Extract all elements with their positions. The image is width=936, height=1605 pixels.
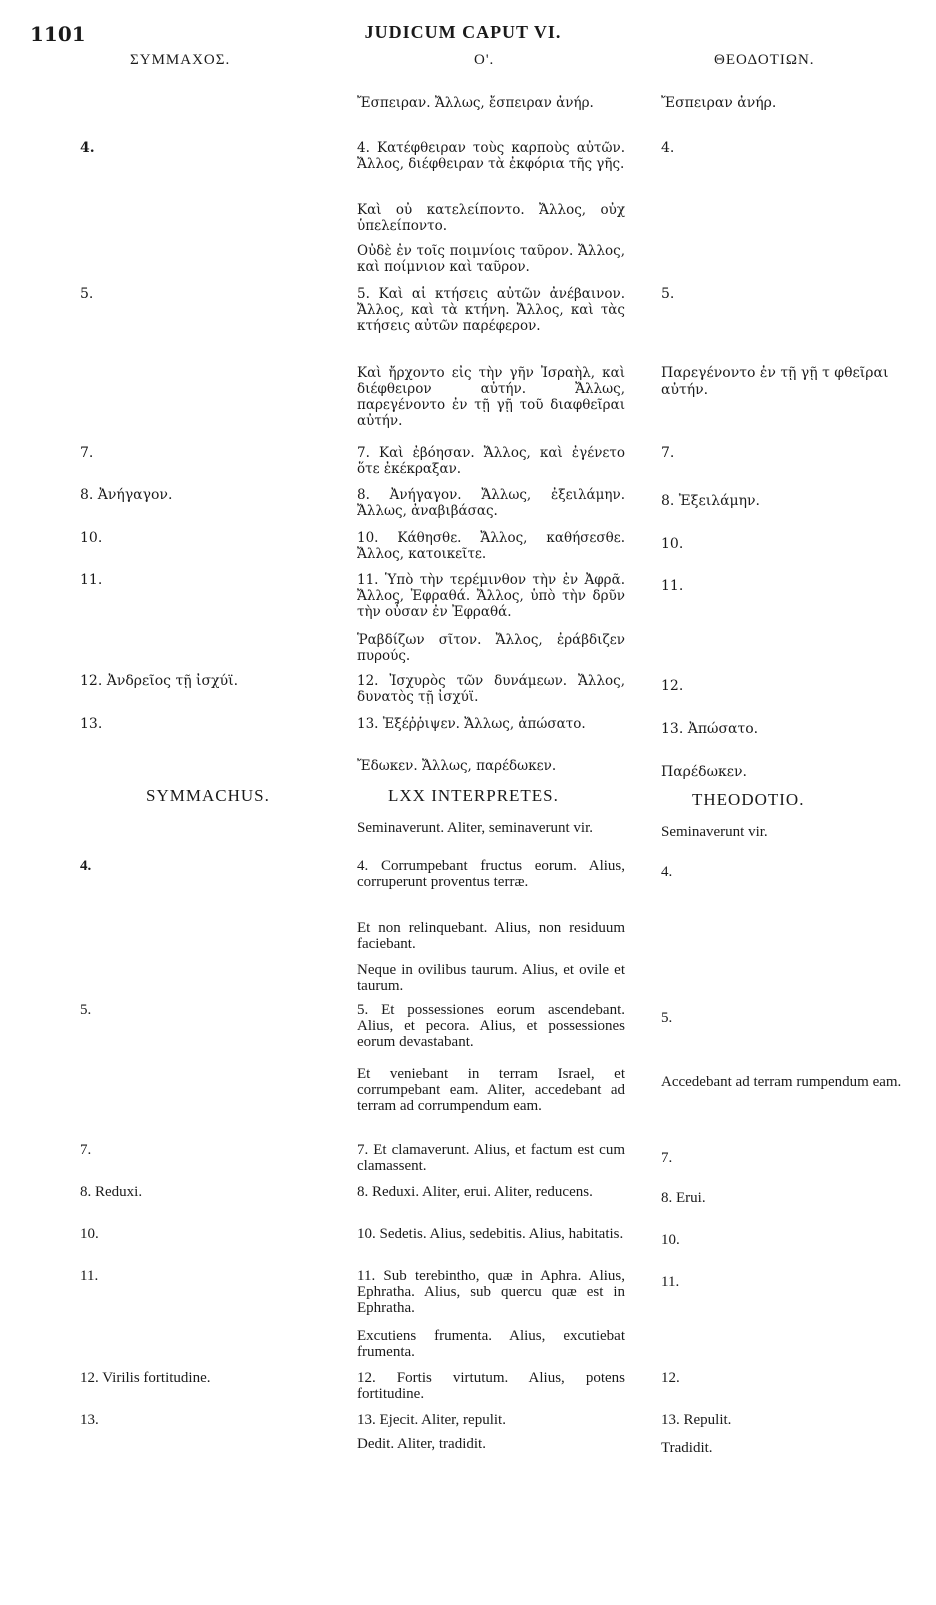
theodotion-cell: 7. (661, 1150, 673, 1166)
lxx-cell: Dedit. Aliter, tradidit. (357, 1436, 486, 1452)
page-header (30, 22, 896, 44)
running-title: JUDICUM CAPUT VI. (364, 22, 562, 42)
theodotion-cell: 5. (661, 1010, 673, 1026)
lxx-cell: Neque in ovilibus taurum. Alius, et ovile et taurum. (357, 962, 625, 994)
theodotion-cell: Seminaverunt vir. (661, 824, 768, 840)
theodotion-cell: 7. (661, 445, 675, 461)
lxx-cell: 7. Καὶ ἐβόησαν. Ἄλλος, καὶ ἐγένετο ὅτε ἐκέκραξαν. (357, 445, 625, 477)
theodotion-cell: 12. (661, 1370, 680, 1386)
lxx-cell: Et non relinquebant. Alius, non residuum faciebant. (357, 920, 625, 952)
theodotion-cell: 4. (661, 140, 675, 156)
theodotion-cell: 13. Repulit. (661, 1412, 732, 1428)
symmachus-cell: 11. (80, 1268, 99, 1284)
symmachus-cell: 8. Reduxi. (80, 1184, 143, 1200)
lxx-cell: Καὶ οὐ κατελείποντο. Ἄλλος, οὐχ ὑπελείποντο. (357, 202, 625, 234)
symmachus-cell: 13. (80, 1412, 99, 1428)
lxx-cell: Et veniebant in terram Israel, et corrumpebant eam. Aliter, accedebant ad terram ad corrumpendum eam. (357, 1066, 625, 1114)
lxx-cell: Seminaverunt. Aliter, seminaverunt vir. (357, 820, 594, 836)
greek-heading-symmachus: ΣΥΜΜΑΧΟΣ. (130, 52, 231, 68)
theodotion-cell: 11. (661, 578, 684, 594)
theodotion-cell: 12. (661, 678, 684, 694)
symmachus-cell: 4. (80, 858, 92, 874)
lxx-cell: 11. Ὑπὸ τὴν τερέμινθον τὴν ἐν Ἀφρᾶ. Ἄλλος, Ἐφραθά. Ἄλλος, ὑπὸ τὴν δρῦν τὴν οὖσαν ἐν Ἐφραθά. (357, 572, 625, 620)
theodotion-cell: Ἔσπειραν ἀνήρ. (661, 95, 777, 111)
lxx-cell: 10. Sedetis. Alius, sedebitis. Alius, habitatis. (357, 1226, 624, 1242)
lxx-cell: 11. Sub terebintho, quæ in Aphra. Alius, Ephratha. Alius, sub quercu quæ est in Ephratha. (357, 1268, 625, 1316)
lxx-cell: Καὶ ἤρχοντο εἰς τὴν γῆν Ἰσραὴλ, καὶ διέφθειρον αὐτήν. Ἄλλως, παρεγένοντο ἐν τῇ γῇ τοῦ διαφθεῖραι αὐτήν. (357, 365, 625, 429)
theodotion-cell: 13. Ἀπώσατο. (661, 721, 759, 737)
symmachus-cell: 7. (80, 445, 94, 461)
theodotion-cell: 5. (661, 286, 675, 302)
lxx-cell: 12. Ἰσχυρὸς τῶν δυνάμεων. Ἄλλος, δυνατὸς τῇ ἰσχύϊ. (357, 673, 625, 705)
theodotion-cell: Tradidit. (661, 1440, 713, 1456)
lxx-cell: 4. Κατέφθειραν τοὺς καρποὺς αὐτῶν. Ἄλλος, διέφθειραν τὰ ἐκφόρια τῆς γῆς. (357, 140, 625, 172)
symmachus-cell: 4. (80, 140, 95, 156)
page-number: 1101 (30, 22, 86, 46)
symmachus-cell: 10. (80, 530, 103, 546)
symmachus-cell: 11. (80, 572, 103, 588)
theodotion-cell: 8. Ἐξειλάμην. (661, 493, 760, 509)
lxx-cell: 12. Fortis virtutum. Alius, potens fortitudine. (357, 1370, 625, 1402)
symmachus-cell: 8. Ἀνήγαγον. (80, 487, 173, 503)
symmachus-cell: 13. (80, 716, 103, 732)
symmachus-cell: 5. (80, 286, 94, 302)
lxx-cell: Ῥαβδίζων σῖτον. Ἄλλος, ἐράβδιζεν πυρούς. (357, 632, 625, 664)
symmachus-cell: 12. Ἀνδρεῖος τῇ ἰσχύϊ. (80, 673, 239, 689)
symmachus-cell: 7. (80, 1142, 92, 1158)
lxx-cell: 5. Et possessiones eorum ascendebant. Alius, et pecora. Alius, et possessiones eorum devastabant. (357, 1002, 625, 1050)
greek-heading-theodotion: ΘΕΟΔΟΤΙΩΝ. (714, 52, 815, 68)
lxx-cell: 13. Ἐξέῤῥιψεν. Ἄλλως, ἀπώσατο. (357, 716, 586, 732)
latin-heading-theodotio: THEODOTIO. (692, 790, 805, 809)
lxx-cell: 5. Καὶ αἱ κτήσεις αὐτῶν ἀνέβαινον. Ἄλλος, καὶ τὰ κτήνη. Ἄλλος, καὶ τὰς κτήσεις αὐτῶν παρέφερον. (357, 286, 625, 334)
lxx-cell: 4. Corrumpebant fructus eorum. Alius, corruperunt proventus terræ. (357, 858, 625, 890)
lxx-cell: Excutiens frumenta. Alius, excutiebat frumenta. (357, 1328, 625, 1360)
lxx-cell: 8. Reduxi. Aliter, erui. Aliter, reducens. (357, 1184, 593, 1200)
symmachus-cell: 5. (80, 1002, 92, 1018)
theodotion-cell: 4. (661, 864, 673, 880)
greek-heading-lxx: Ο'. (474, 52, 495, 68)
lxx-cell: 13. Ejecit. Aliter, repulit. (357, 1412, 506, 1428)
latin-heading-symmachus: SYMMACHUS. (146, 786, 270, 805)
lxx-cell: Οὐδὲ ἐν τοῖς ποιμνίοις ταῦρον. Ἄλλος, καὶ ποίμνιον καὶ ταῦρον. (357, 243, 625, 275)
symmachus-cell: 12. Virilis fortitudine. (80, 1370, 211, 1386)
symmachus-cell: 10. (80, 1226, 99, 1242)
theodotion-cell: 8. Erui. (661, 1190, 706, 1206)
theodotion-cell: 10. (661, 536, 684, 552)
theodotion-cell: Accedebant ad terram rumpendum eam. (661, 1074, 902, 1090)
theodotion-cell: Παρεγένοντο ἐν τῇ γῇ τ φθεῖραι αὐτήν. (661, 365, 889, 398)
lxx-cell: 7. Et clamaverunt. Alius, et factum est cum clamassent. (357, 1142, 625, 1174)
theodotion-cell: 10. (661, 1232, 680, 1248)
lxx-cell: Ἔσπειραν. Ἄλλως, ἔσπειραν ἀνήρ. (357, 95, 594, 111)
lxx-cell: 10. Κάθησθε. Ἄλλος, καθήσεσθε. Ἄλλος, κατοικεῖτε. (357, 530, 625, 562)
latin-heading-lxx: LXX INTERPRETES. (388, 786, 559, 805)
theodotion-cell: Παρέδωκεν. (661, 764, 747, 780)
theodotion-cell: 11. (661, 1274, 680, 1290)
lxx-cell: Ἔδωκεν. Ἄλλως, παρέδωκεν. (357, 758, 557, 774)
lxx-cell: 8. Ἀνήγαγον. Ἄλλως, ἐξειλάμην. Ἄλλως, ἀναβιβάσας. (357, 487, 625, 519)
